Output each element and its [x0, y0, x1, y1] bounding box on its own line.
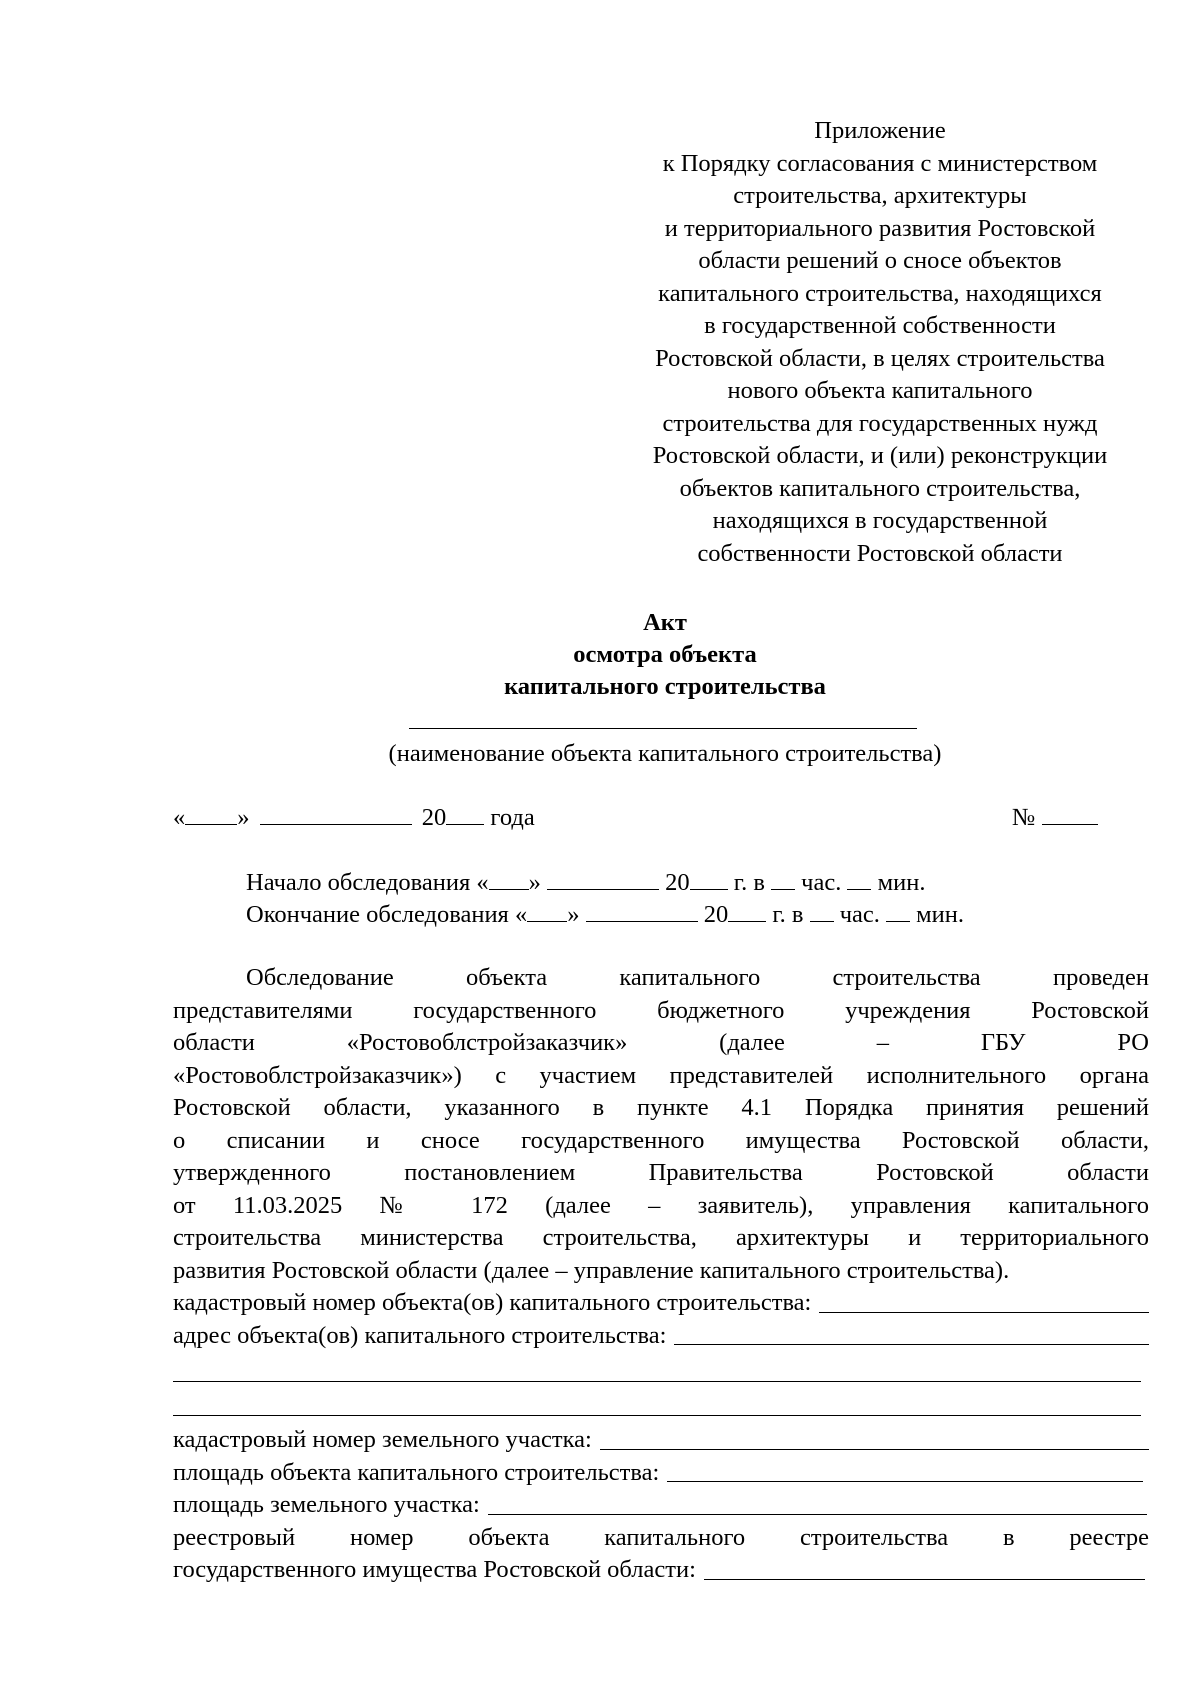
appendix-line: Приложение [814, 117, 946, 144]
appendix-line: Ростовской области, и (или) реконструкции [652, 442, 1108, 469]
century-label: 20 [421, 804, 447, 831]
paragraph-line: Ростовской области, указанного в пункте 4.1 Порядка принятия решений [173, 1094, 1149, 1121]
paragraph-line: Обследование объекта капитального строительства проведен [246, 964, 1149, 991]
start-day-field[interactable] [489, 867, 529, 890]
survey-end-label: Окончание обследования « [246, 901, 528, 928]
area-land-row [173, 1489, 1149, 1522]
cadastral-land-field[interactable] [600, 1427, 1149, 1450]
appendix-line: в государственной собственности [704, 312, 1056, 339]
area-object-field[interactable] [667, 1459, 1143, 1482]
start-month-field[interactable] [547, 867, 659, 890]
paragraph-line: утвержденного постановлением Правительства Ростовской области [173, 1159, 1149, 1186]
quote-open: « [173, 804, 186, 831]
quote-close: » [237, 804, 250, 831]
year-word: года [490, 804, 535, 831]
minutes-label: мин. [916, 901, 964, 928]
year-abbr: г. в [733, 869, 765, 896]
registry-label: государственного имущества Ростовской области: [173, 1556, 696, 1583]
end-minute-field[interactable] [886, 899, 910, 922]
paragraph-line: «Ростовоблстройзаказчик») с участием представителей исполнительного органа [173, 1061, 1149, 1089]
object-details [173, 1424, 1149, 1587]
area-land-field[interactable] [488, 1492, 1147, 1515]
paragraph-line: развития Ростовской области (далее – управление капитального строительства). [173, 1256, 1010, 1284]
appendix-line: капитального строительства, находящихся [658, 279, 1102, 307]
address-object-label: адрес объекта(ов) капитального строительства: [173, 1321, 667, 1349]
end-year-field[interactable] [728, 899, 766, 922]
act-number [1012, 802, 1098, 835]
object-name-field[interactable] [409, 728, 917, 729]
paragraph-line: о списании и сносе государственного имущества Ростовской области, [173, 1126, 1149, 1154]
survey-end-row [246, 899, 964, 932]
year-abbr: г. в [772, 901, 804, 928]
cadastral-object-label: кадастровый номер объекта(ов) капитального строительства: [173, 1289, 812, 1316]
area-object-label: площадь объекта капитального строительства: [173, 1458, 660, 1486]
quote-close: » [567, 901, 580, 928]
start-year-field[interactable] [690, 867, 728, 890]
hours-label: час. [801, 869, 842, 896]
appendix-line: к Порядку согласования с министерством [662, 149, 1098, 177]
date-row [173, 802, 535, 835]
appendix-line: и территориального развития Ростовской [664, 214, 1096, 242]
address-continuation-line[interactable] [173, 1415, 1141, 1416]
paragraph-line: от 11.03.2025 № 172 (далее – заявитель), управления капитального [173, 1191, 1149, 1219]
survey-start-label: Начало обследования « [246, 869, 489, 896]
appendix-line: объектов капитального строительства, [679, 474, 1081, 502]
minutes-label: мин. [877, 869, 926, 896]
act-subtitle-2: капитального строительства [504, 673, 826, 700]
act-subtitle: осмотра объекта [573, 641, 757, 668]
appendix-header [600, 115, 1160, 570]
registry-row [173, 1554, 1149, 1587]
hours-label: час. [839, 901, 880, 928]
appendix-line: нового объекта капитального [727, 377, 1033, 404]
area-land-label: площадь земельного участка: [173, 1491, 480, 1518]
appendix-line: строительства, архитектуры [733, 182, 1027, 209]
address-object-row [173, 1320, 1149, 1353]
appendix-line: строительства для государственных нужд [662, 409, 1098, 437]
end-hour-field[interactable] [810, 899, 834, 922]
cadastral-land-label: кадастровый номер земельного участка: [173, 1426, 592, 1453]
registry-label-line: реестровый номер объекта капитального строительства в реестре [173, 1523, 1149, 1551]
appendix-line: области решений о сносе объектов [698, 247, 1062, 274]
start-minute-field[interactable] [847, 867, 871, 890]
year-field[interactable] [446, 802, 484, 825]
appendix-line: собственности Ростовской области [697, 539, 1063, 567]
paragraph-line: строительства министерства строительства, архитектуры и территориального [173, 1224, 1149, 1251]
century-label: 20 [665, 869, 690, 896]
address-continuation-line[interactable] [173, 1381, 1141, 1382]
area-object-row [173, 1457, 1149, 1490]
act-title: Акт [643, 609, 687, 636]
century-label: 20 [703, 901, 729, 928]
start-hour-field[interactable] [771, 867, 795, 890]
paragraph-line: представителями государственного бюджетного учреждения Ростовской [173, 996, 1149, 1024]
appendix-line: Ростовской области, в целях строительства [655, 344, 1105, 372]
appendix-line: находящихся в государственной [712, 507, 1048, 534]
survey-start-row [246, 867, 925, 900]
number-sign: № [1012, 804, 1036, 831]
cadastral-object-row [173, 1287, 1149, 1320]
object-name-caption: (наименование объекта капитального строительства) [388, 740, 942, 767]
end-day-field[interactable] [527, 899, 567, 922]
registry-field[interactable] [704, 1557, 1145, 1580]
cadastral-object-field[interactable] [819, 1290, 1149, 1313]
cadastral-land-row [173, 1424, 1149, 1457]
quote-close: » [528, 869, 541, 896]
day-field[interactable] [185, 802, 237, 825]
end-month-field[interactable] [586, 899, 698, 922]
act-number-field[interactable] [1042, 802, 1098, 825]
paragraph-line: области «Ростовоблстройзаказчик» (далее – ГБУ РО [173, 1029, 1149, 1056]
month-field[interactable] [260, 802, 412, 825]
address-object-field[interactable] [674, 1322, 1149, 1345]
inspection-paragraph [173, 962, 1149, 1352]
